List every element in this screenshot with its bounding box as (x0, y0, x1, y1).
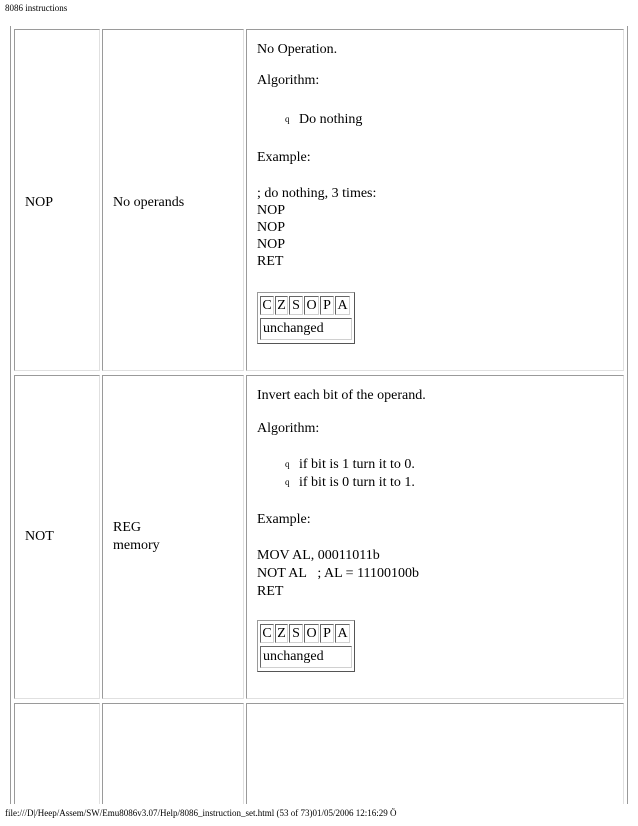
example-line: NOP (257, 203, 286, 218)
example-label: Example: (257, 512, 311, 527)
example-line: RET (257, 584, 284, 599)
flag-cell: P (320, 624, 334, 643)
empty-cell (102, 703, 244, 804)
algorithm-label: Algorithm: (257, 421, 320, 436)
flag-cell: O (304, 296, 319, 315)
bullet-icon: q (285, 477, 290, 487)
flag-cell: A (335, 296, 350, 315)
description-cell (246, 29, 624, 371)
flag-cell: O (304, 624, 319, 643)
operand-line: No operands (113, 195, 185, 210)
flag-cell: Z (275, 624, 288, 643)
instruction-table (10, 26, 628, 804)
algorithm-step: Do nothing (299, 112, 363, 127)
algorithm-step: if bit is 0 turn it to 1. (299, 475, 415, 490)
operand-line: memory (113, 538, 160, 553)
empty-cell (246, 703, 624, 804)
flags-note: unchanged (260, 646, 352, 668)
instruction-name: NOT (25, 529, 54, 544)
example-label: Example: (257, 150, 311, 165)
description-text: Invert each bit of the operand. (257, 388, 426, 403)
flags-table (257, 292, 355, 344)
bullet-icon: q (285, 459, 290, 469)
instruction-name: NOP (25, 195, 54, 210)
flag-cell: S (289, 296, 303, 315)
example-line: MOV AL, 00011011b (257, 548, 380, 563)
flag-cell: S (289, 624, 303, 643)
flag-cell: Z (275, 296, 288, 315)
flag-cell: P (320, 296, 334, 315)
flag-cell: C (260, 296, 274, 315)
empty-cell (14, 703, 100, 804)
example-line: ; do nothing, 3 times: (257, 186, 377, 201)
instruction-cell (14, 375, 100, 699)
flag-cell: C (260, 624, 274, 643)
operand-line: REG (113, 520, 141, 535)
algorithm-label: Algorithm: (257, 73, 320, 88)
example-line: NOP (257, 220, 286, 235)
operands-cell (102, 29, 244, 371)
instruction-cell (14, 29, 100, 371)
description-cell (246, 375, 624, 699)
algorithm-step: if bit is 1 turn it to 0. (299, 457, 415, 472)
page-header: 8086 instructions (5, 3, 68, 13)
example-line: RET (257, 254, 284, 269)
description-text: No Operation. (257, 42, 338, 57)
flag-cell: A (335, 624, 350, 643)
example-line: NOT AL ; AL = 11100100b (257, 566, 420, 581)
example-line: NOP (257, 237, 286, 252)
flags-note: unchanged (260, 318, 352, 340)
flags-table (257, 620, 355, 672)
bullet-icon: q (285, 114, 290, 124)
page-footer: file:///D|/Heep/Assem/SW/Emu8086v3.07/Help/8086_instruction_set.html (53 of 73)01/05/2006 12:16:29 Ö (5, 808, 397, 818)
operands-cell (102, 375, 244, 699)
